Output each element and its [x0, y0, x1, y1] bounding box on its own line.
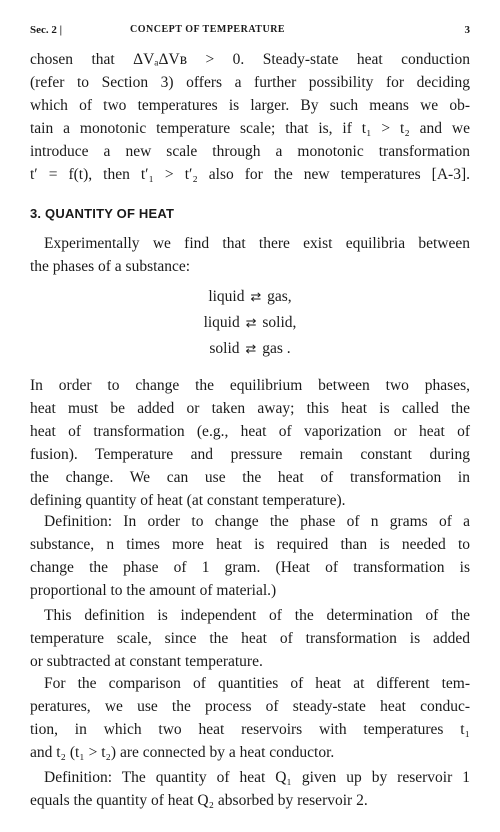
text-line: fusion). Temperature and pressure remain constant during	[30, 446, 470, 463]
paragraph-heat-comparison	[30, 672, 470, 764]
text-line: proportional to the amount of material.)	[30, 582, 277, 599]
equilibrium-liquid-solid: liquid ⇄ solid,	[203, 314, 297, 331]
text-line: t′ = f(t), then t′₁ > t′₂ also for the new temperatures [A-3].	[30, 166, 470, 183]
text-line: Experimentally we find that there exist equilibria between	[44, 235, 470, 252]
equilibrium-liquid-gas: liquid ⇄ gas,	[208, 288, 292, 305]
paragraph-temperature-scale	[30, 48, 470, 186]
text-line: change the phase of 1 gram. (Heat of transformation is	[30, 559, 470, 576]
text-line: substance, n times more heat is required than is needed to	[30, 536, 470, 553]
paragraph-definition-quantity	[30, 510, 470, 602]
text-line: chosen that ΔVₐΔVʙ > 0. Steady-state heat conduction	[30, 51, 470, 68]
text-line: Definition: In order to change the phase of n grams of a	[44, 513, 470, 530]
text-line: (refer to Section 3) offers a further possibility for deciding	[30, 74, 470, 91]
paragraph-definition-reservoirs	[30, 766, 470, 812]
text-line: peratures, we use the process of steady-state heat conduc-	[30, 698, 470, 715]
text-line: temperature scale, since the heat of transformation is added	[30, 630, 470, 647]
section-heading: 3. QUANTITY OF HEAT	[30, 206, 175, 221]
text-line: or subtracted at constant temperature.	[30, 653, 263, 670]
text-line: which of two temperatures is larger. By such means we ob-	[30, 97, 470, 114]
text-line: In order to change the equilibrium between two phases,	[30, 377, 470, 394]
paragraph-scale-independence	[30, 604, 470, 673]
equilibrium-arrow-icon: ⇄	[250, 289, 262, 304]
text-line: For the comparison of quantities of heat at different tem-	[44, 675, 470, 692]
text-line: Definition: The quantity of heat Q₁ given up by reservoir 1	[44, 769, 470, 786]
text-line: and t₂ (t₁ > t₂) are connected by a heat conductor.	[30, 744, 335, 761]
text-line: tain a monotonic temperature scale; that is, if t₁ > t₂ and we	[30, 120, 470, 137]
text-line: This definition is independent of the determination of the	[44, 607, 470, 624]
text-line: heat must be added or taken away; this heat is called the	[30, 400, 470, 417]
text-line: the phases of a substance:	[30, 258, 191, 275]
page-number: 3	[464, 24, 470, 36]
paragraph-heat-of-transformation	[30, 374, 470, 512]
equilibrium-arrow-icon: ⇄	[245, 315, 257, 330]
chapter-title: CONCEPT OF TEMPERATURE	[130, 24, 286, 35]
text-line: tion, in which two heat reservoirs with temperatures t₁	[30, 721, 470, 738]
equilibrium-solid-gas: solid ⇄ gas .	[209, 340, 291, 357]
section-label: Sec. 2 |	[30, 24, 63, 36]
paragraph-equilibria-intro	[30, 232, 470, 278]
equilibrium-arrow-icon: ⇄	[245, 341, 257, 356]
running-header	[30, 24, 470, 40]
text-line: equals the quantity of heat Q₂ absorbed by reservoir 2.	[30, 792, 368, 809]
text-line: defining quantity of heat (at constant temperature).	[30, 492, 346, 509]
text-line: the change. We can use the heat of transformation in	[30, 469, 470, 486]
text-line: introduce a new scale through a monotonic transformation	[30, 143, 470, 160]
text-line: heat of transformation (e.g., heat of vaporization or heat of	[30, 423, 470, 440]
